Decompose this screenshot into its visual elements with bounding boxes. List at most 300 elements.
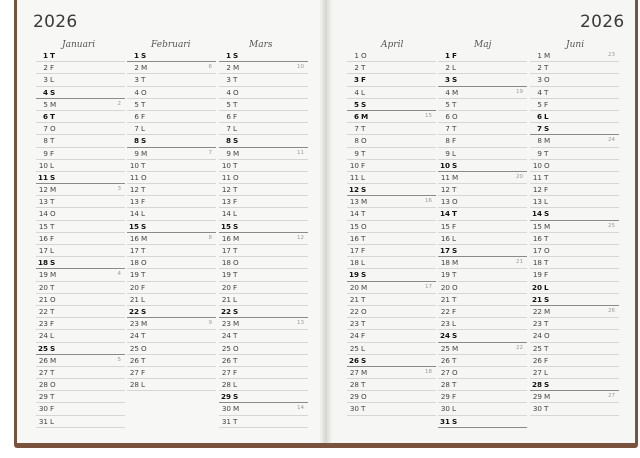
day-number: 6 [536, 111, 542, 121]
week-number: 14 [297, 405, 304, 412]
weekday-letter: O [233, 172, 239, 182]
weekday-letter: M [50, 270, 57, 280]
day-row [219, 135, 308, 147]
day-row [127, 379, 216, 391]
day-number: 8 [537, 136, 542, 146]
day-number: 11 [129, 172, 139, 182]
weekday-letter: S [141, 51, 147, 60]
day-row [347, 330, 436, 342]
day-row [347, 379, 436, 391]
day-row [530, 62, 619, 74]
day-row [347, 111, 436, 123]
day-row [36, 221, 125, 233]
day-row [36, 367, 125, 379]
day-number: 6 [226, 111, 231, 121]
day-number: 18 [349, 258, 359, 268]
day-number: 15 [220, 221, 231, 231]
day-number: 9 [445, 148, 450, 158]
weekday-letter: S [141, 136, 147, 146]
day-row [530, 148, 619, 160]
day-number: 24 [532, 331, 542, 341]
day-number: 5 [226, 99, 231, 109]
day-number: 21 [440, 294, 450, 304]
weekday-letter: T [361, 148, 366, 158]
day-row [219, 160, 308, 172]
day-number: 12 [129, 185, 139, 195]
day-row [127, 343, 216, 355]
day-number: 8 [43, 136, 48, 146]
day-number: 3 [537, 75, 542, 85]
day-list [438, 50, 527, 428]
day-row [347, 184, 436, 196]
day-number: 25 [129, 343, 139, 353]
weekday-letter: M [141, 63, 148, 73]
week-number: 25 [608, 222, 615, 229]
day-number: 20 [221, 282, 231, 292]
weekday-letter: F [452, 221, 457, 231]
weekday-letter: M [452, 343, 459, 353]
day-number: 14 [221, 209, 231, 219]
day-number: 18 [440, 258, 450, 268]
day-number: 23 [129, 319, 139, 329]
day-number: 11 [349, 172, 359, 182]
day-row [219, 148, 308, 160]
weekday-letter: T [233, 416, 238, 426]
weekday-letter: O [50, 380, 56, 390]
day-number: 19 [348, 270, 359, 280]
day-row [530, 196, 619, 208]
day-row [127, 269, 216, 281]
day-row [127, 282, 216, 294]
day-number: 16 [440, 233, 450, 243]
day-row [347, 367, 436, 379]
day-number: 3 [353, 75, 359, 85]
day-number: 29 [38, 392, 48, 402]
day-number: 5 [353, 99, 359, 109]
day-number: 15 [532, 221, 542, 231]
weekday-letter: L [361, 258, 366, 268]
day-row [347, 74, 436, 86]
day-number: 13 [349, 197, 359, 207]
day-row [36, 62, 125, 74]
day-row [438, 416, 527, 428]
weekday-letter: T [50, 136, 55, 146]
day-row [219, 196, 308, 208]
day-number: 3 [226, 75, 231, 85]
weekday-letter: L [452, 233, 457, 243]
day-row [219, 367, 308, 379]
weekday-letter: O [141, 87, 147, 97]
day-number: 13 [129, 197, 139, 207]
weekday-letter: F [452, 51, 457, 60]
day-row [347, 318, 436, 330]
day-number: 7 [354, 124, 359, 134]
day-row [347, 257, 436, 269]
day-number: 31 [38, 416, 48, 426]
day-number: 20 [440, 282, 450, 292]
day-row [36, 306, 125, 318]
weekday-letter: T [50, 111, 55, 121]
day-row [219, 306, 308, 318]
day-row [438, 330, 527, 342]
day-number: 17 [38, 246, 48, 255]
day-row [127, 62, 216, 74]
weekday-letter: F [361, 75, 366, 85]
day-row [530, 160, 619, 172]
day-number: 27 [440, 367, 450, 377]
day-number: 17 [221, 246, 231, 255]
weekday-letter: S [452, 75, 458, 85]
day-row [530, 135, 619, 147]
day-number: 17 [439, 246, 450, 255]
day-row [438, 74, 527, 86]
week-number: 24 [608, 137, 615, 144]
day-row [219, 221, 308, 233]
day-number: 28 [221, 380, 231, 390]
day-row [36, 233, 125, 245]
day-number: 5 [537, 99, 542, 109]
week-number: 9 [208, 320, 212, 327]
day-number: 1 [133, 51, 139, 60]
day-row [36, 245, 125, 257]
day-row [219, 257, 308, 269]
weekday-letter: T [141, 185, 146, 195]
day-row [127, 87, 216, 99]
weekday-letter: T [544, 319, 549, 329]
day-row [36, 99, 125, 111]
weekday-letter: M [233, 319, 240, 329]
weekday-letter: F [452, 136, 457, 146]
week-number: 3 [117, 186, 121, 193]
day-number: 16 [221, 233, 231, 243]
day-row [347, 196, 436, 208]
weekday-letter: S [452, 160, 458, 170]
day-row [36, 355, 125, 367]
day-number: 4 [445, 87, 450, 97]
weekday-letter: T [233, 75, 238, 85]
weekday-letter: L [141, 209, 146, 219]
weekday-letter: O [233, 343, 239, 353]
day-row [438, 123, 527, 135]
weekday-letter: S [544, 124, 550, 134]
week-number: 6 [208, 64, 212, 71]
week-number: 11 [297, 149, 304, 156]
week-number: 4 [117, 271, 121, 278]
day-row [530, 99, 619, 111]
day-number: 5 [134, 99, 139, 109]
day-number: 5 [43, 99, 48, 109]
day-number: 27 [349, 367, 359, 377]
weekday-letter: T [452, 124, 457, 134]
weekday-letter: F [361, 331, 366, 341]
weekday-letter: O [361, 51, 367, 60]
day-row [219, 416, 308, 428]
day-row [438, 245, 527, 257]
weekday-letter: O [544, 246, 550, 255]
week-number: 23 [608, 52, 615, 58]
day-row [530, 269, 619, 281]
day-number: 22 [38, 306, 48, 316]
day-number: 1 [225, 51, 231, 60]
day-row [36, 196, 125, 208]
day-row [530, 208, 619, 220]
weekday-letter: M [141, 148, 148, 158]
year-label-left: 2026 [33, 12, 78, 32]
weekday-letter: T [233, 270, 238, 280]
day-row [347, 355, 436, 367]
day-number: 26 [348, 355, 359, 365]
week-number: 18 [425, 368, 432, 375]
weekday-letter: L [544, 197, 549, 207]
day-row [530, 87, 619, 99]
month-name: Maj [474, 40, 492, 50]
day-number: 19 [129, 270, 139, 280]
day-row [530, 355, 619, 367]
day-row [219, 74, 308, 86]
day-number: 16 [38, 233, 48, 243]
day-number: 29 [532, 392, 542, 402]
weekday-letter: M [452, 87, 459, 97]
day-row [36, 330, 125, 342]
day-number: 9 [537, 148, 542, 158]
day-row [36, 416, 125, 428]
day-row [36, 172, 125, 184]
day-row [530, 123, 619, 135]
weekday-letter: T [50, 392, 55, 402]
day-number: 2 [445, 63, 450, 73]
weekday-letter: L [233, 294, 238, 304]
day-number: 1 [537, 51, 542, 60]
day-number: 7 [226, 124, 231, 134]
weekday-letter: L [141, 380, 146, 390]
day-number: 15 [38, 221, 48, 231]
day-number: 11 [532, 172, 542, 182]
weekday-letter: O [50, 209, 56, 219]
day-number: 25 [349, 343, 359, 353]
weekday-letter: T [544, 404, 549, 414]
day-row [530, 367, 619, 379]
weekday-letter: T [361, 124, 366, 134]
weekday-letter: F [452, 392, 457, 402]
weekday-letter: T [452, 294, 457, 304]
weekday-letter: S [50, 343, 56, 353]
day-list [347, 50, 436, 416]
day-number: 15 [128, 221, 139, 231]
weekday-letter: T [361, 209, 366, 219]
day-number: 13 [38, 197, 48, 207]
week-number: 17 [425, 283, 432, 290]
day-row [127, 184, 216, 196]
weekday-letter: S [233, 306, 239, 316]
day-row [36, 282, 125, 294]
day-row [36, 343, 125, 355]
weekday-letter: T [141, 160, 146, 170]
day-number: 17 [532, 246, 542, 255]
day-number: 7 [445, 124, 450, 134]
day-row [219, 50, 308, 62]
day-number: 4 [226, 87, 231, 97]
day-row [530, 245, 619, 257]
day-number: 10 [129, 160, 139, 170]
day-row [219, 233, 308, 245]
day-number: 27 [532, 367, 542, 377]
month-name: Mars [249, 40, 273, 50]
day-row [438, 318, 527, 330]
day-number: 20 [38, 282, 48, 292]
day-row [347, 172, 436, 184]
day-number: 1 [42, 51, 48, 60]
day-row [438, 172, 527, 184]
day-number: 14 [439, 209, 450, 219]
day-row [127, 148, 216, 160]
day-number: 20 [349, 282, 359, 292]
day-row [219, 355, 308, 367]
day-number: 25 [37, 343, 48, 353]
weekday-letter: L [361, 172, 366, 182]
weekday-letter: L [452, 63, 457, 73]
day-row [530, 74, 619, 86]
day-number: 4 [42, 87, 48, 97]
day-list [530, 50, 619, 416]
day-number: 22 [349, 306, 359, 316]
weekday-letter: S [544, 294, 550, 304]
day-number: 7 [134, 124, 139, 134]
day-number: 18 [129, 258, 139, 268]
day-number: 27 [38, 367, 48, 377]
weekday-letter: L [544, 111, 549, 121]
day-number: 12 [221, 185, 231, 195]
day-row [347, 148, 436, 160]
day-number: 14 [38, 209, 48, 219]
weekday-letter: T [544, 87, 549, 97]
weekday-letter: T [141, 331, 146, 341]
weekday-letter: F [50, 233, 55, 243]
day-number: 8 [445, 136, 450, 146]
day-number: 6 [42, 111, 48, 121]
day-number: 14 [129, 209, 139, 219]
day-number: 22 [440, 306, 450, 316]
day-row [127, 196, 216, 208]
weekday-letter: M [452, 258, 459, 268]
weekday-letter: T [141, 75, 146, 85]
weekday-letter: F [361, 246, 366, 255]
week-number: 15 [425, 112, 432, 119]
weekday-letter: T [544, 172, 549, 182]
day-row [219, 391, 308, 403]
day-row [347, 135, 436, 147]
weekday-letter: T [361, 319, 366, 329]
weekday-letter: M [544, 306, 551, 316]
week-number: 21 [516, 259, 523, 266]
weekday-letter: L [452, 148, 457, 158]
day-row [438, 87, 527, 99]
day-number: 24 [129, 331, 139, 341]
day-number: 10 [439, 160, 450, 170]
weekday-letter: F [141, 111, 146, 121]
day-number: 11 [37, 172, 48, 182]
day-row [36, 74, 125, 86]
day-number: 10 [221, 160, 231, 170]
weekday-letter: S [141, 306, 147, 316]
day-number: 15 [349, 221, 359, 231]
day-number: 24 [349, 331, 359, 341]
day-row [36, 257, 125, 269]
day-number: 13 [221, 197, 231, 207]
weekday-letter: T [544, 148, 549, 158]
week-number: 16 [425, 198, 432, 205]
weekday-letter: T [544, 233, 549, 243]
weekday-letter: L [50, 75, 55, 85]
weekday-letter: F [544, 355, 549, 365]
weekday-letter: F [452, 306, 457, 316]
day-row [438, 367, 527, 379]
weekday-letter: T [233, 331, 238, 341]
weekday-letter: M [141, 319, 148, 329]
weekday-letter: S [50, 258, 56, 268]
weekday-letter: L [233, 209, 238, 219]
weekday-letter: T [544, 258, 549, 268]
day-number: 25 [440, 343, 450, 353]
weekday-letter: T [233, 246, 238, 255]
day-number: 13 [532, 197, 542, 207]
day-row [347, 50, 436, 62]
day-row [438, 208, 527, 220]
day-number: 8 [225, 136, 231, 146]
day-row [438, 257, 527, 269]
weekday-letter: O [544, 160, 550, 170]
weekday-letter: T [544, 343, 549, 353]
weekday-letter: O [141, 172, 147, 182]
weekday-letter: S [544, 380, 550, 390]
day-number: 3 [444, 75, 450, 85]
day-number: 30 [532, 404, 542, 414]
day-number: 2 [226, 63, 231, 73]
day-row [530, 391, 619, 403]
weekday-letter: O [452, 367, 458, 377]
day-number: 6 [134, 111, 139, 121]
day-row [36, 391, 125, 403]
day-row [36, 50, 125, 62]
day-number: 4 [537, 87, 542, 97]
day-row [347, 160, 436, 172]
day-row [438, 99, 527, 111]
weekday-letter: S [233, 136, 239, 146]
day-row [36, 208, 125, 220]
day-number: 27 [221, 367, 231, 377]
day-row [127, 330, 216, 342]
day-row [127, 355, 216, 367]
week-number: 5 [117, 356, 121, 363]
day-row [530, 282, 619, 294]
day-number: 2 [43, 63, 48, 73]
day-row [127, 318, 216, 330]
day-row [127, 367, 216, 379]
weekday-letter: T [452, 355, 457, 365]
day-row [127, 74, 216, 86]
weekday-letter: M [452, 172, 459, 182]
day-number: 9 [226, 148, 231, 158]
weekday-letter: F [50, 148, 55, 158]
week-number: 8 [208, 234, 212, 241]
weekday-letter: S [361, 99, 367, 109]
day-row [347, 403, 436, 415]
weekday-letter: M [233, 148, 240, 158]
day-number: 12 [532, 185, 542, 195]
day-row [36, 135, 125, 147]
day-row [36, 318, 125, 330]
weekday-letter: T [50, 306, 55, 316]
year-label-right: 2026 [580, 12, 625, 32]
